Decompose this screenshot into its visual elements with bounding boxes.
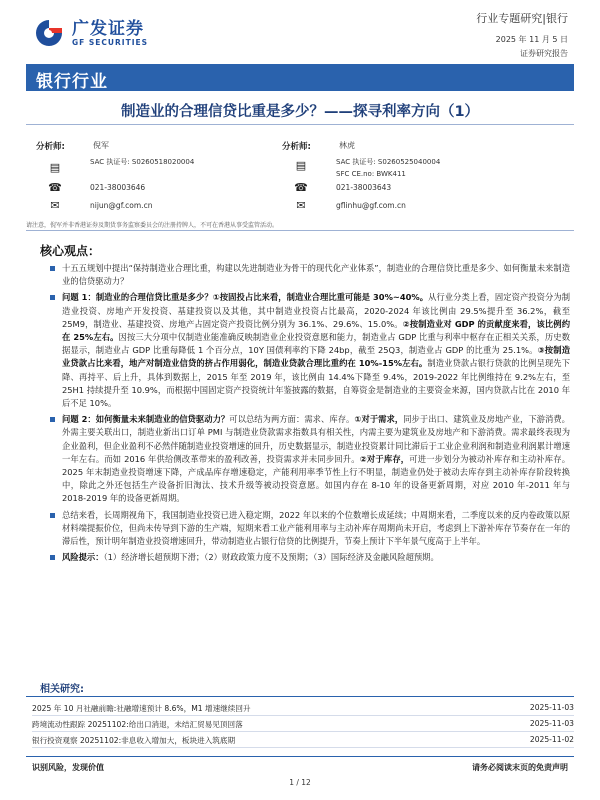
paragraph-risk	[50, 551, 570, 564]
bullet-icon	[50, 513, 55, 518]
footer-slogan: 识别风险，发现价值	[32, 763, 104, 772]
analyst-email[interactable]: nijun@gf.com.cn	[90, 201, 153, 210]
divider	[26, 124, 574, 125]
core-views-heading: 核心观点：	[40, 244, 101, 258]
report-date: 2025 年 11 月 5 日	[495, 35, 568, 44]
email-icon: ✉	[50, 199, 60, 212]
paragraph-text: 制造业贷款占银行贷款的比例呈现先下降、再持平、后上升，具体到数据上，2015 年至 2019 年，该比例由 14.4%下降至 9.4%，2019-2022 年比例维持在 9.2%左右，至 25H1 持续提升至 10.9%，而根据中国固定资产投资统计年鉴披露的数据，自筹资金是制造业的主要资金来源，国内贷款占比在 2010 年后不足 10%。	[62, 358, 570, 409]
footer-disclaimer-note: 请务必阅读末页的免责声明	[472, 763, 568, 772]
analyst-sac: SAC 执证号: S0260525040004	[336, 158, 441, 166]
related-date: 2025-11-03	[529, 703, 574, 712]
brand-logo	[32, 18, 148, 48]
paragraph-text: 十五五规划中提出“保持制造业合理比重，构建以先进制造业为骨干的现代化产业体系”，制造业的合理信贷比重是多少、如何衡量未来制造业的信贷驱动力？	[62, 263, 570, 287]
divider	[26, 756, 574, 757]
email-icon: ✉	[296, 199, 306, 212]
paragraph-summary	[50, 509, 570, 549]
divider	[26, 696, 574, 697]
bullet-icon	[50, 555, 55, 560]
point-heading: ②对于库存，	[359, 453, 410, 464]
paragraph-question-2	[50, 413, 570, 505]
report-title: 制造业的合理信贷比重是多少？——探寻利率方向（1）	[120, 104, 480, 120]
analyst-label: 分析师:	[36, 142, 65, 152]
analyst-name: 林虎	[339, 141, 355, 150]
bullet-icon	[50, 266, 55, 271]
page-number: 1 / 12	[289, 778, 311, 787]
related-research-heading: 相关研究:	[40, 684, 84, 695]
report-kind: 证券研究报告	[520, 49, 568, 58]
related-title[interactable]: 2025 年 10 月社融前瞻:社融增速预计 8.6%，M1 增速继续回升	[32, 704, 251, 713]
paragraph-text: 同步于出口、建筑业及房地产业，下游消费。外需主要关联出口，制造业新出口订单 PMI 与制造业贷款需求指数具有相关性，内需主要为建筑业及房地产和下游消费。需求最终表现为企业盈利，但企业盈利不必然伴随制造业投资增速的回升，历史数据显示，制造业投资累计同比滞后于工业企业利润和制造业利润累计增速一年左右。而如 2016 年供给侧改革带来的盈利改善，投资需求并未同步回升。	[62, 414, 570, 464]
list-item[interactable]	[32, 732, 574, 748]
certificate-icon: ▤	[295, 159, 307, 172]
analyst-sfc: SFC CE.no: BWK411	[336, 170, 406, 178]
paragraph-text: 从行业分类上看，固定资产投资分为制造业投资、房地产开发投资、基建投资以及其他，其中制造业投资占比最高，2020-2024 年该比例由 29.5%提升至 36.2%，截至 25M9，制造业、基建投资、房地产占固定资产投资比例分别为 36.1%、29.6%、15.0%。	[62, 292, 570, 329]
phone-icon: ☎	[294, 181, 308, 194]
analyst-card	[26, 140, 286, 214]
related-title[interactable]: 跨境流动性跟踪 20251102:给出口消退，未结汇贸易见顶回落	[32, 720, 243, 729]
paragraph-text: 可以总结为两方面：需求、库存。	[229, 414, 355, 425]
analyst-sac: SAC 执证号: S0260518020004	[90, 158, 195, 166]
point-heading: ③按制造业贷款占比来看，地产对制造业信贷的挤占作用弱化，制造业贷款合理比重约在 10%-15%左右。	[62, 345, 570, 369]
list-item[interactable]	[32, 700, 574, 716]
point-heading: ①按固投占比来看，制造业合理比重可能是 30%~40%。	[212, 292, 429, 303]
question-heading: 问题 2：如何衡量未来制造业的信贷驱动力？	[62, 414, 230, 425]
risk-heading: 风险提示：	[62, 552, 104, 563]
analyst-phone: 021-38003643	[336, 183, 392, 192]
point-heading: ①对于需求，	[354, 414, 404, 425]
paragraph-text: 因按三大分项中仅制造业能准确反映制造业企业投资意愿和能力，制造业占 GDP 比重与利率中枢存在正相关关系，历史数据显示，制造业占 GDP 比重每降低 1 个百分点，10Y 国债利率约下降 24bp，截至 25Q3，制造业占 GDP 的比重为 25.1%。	[62, 332, 570, 356]
paragraph-intro	[50, 262, 570, 288]
paragraph-text: 总结来看，长周期视角下，我国制造业投资已进入稳定期，2022 年以来的个位数增长成延续；中周期来看，二季度以来的反内卷政策以原材料端提振价位，但尚未传导到下游的生产端，短期来看工业产能利用率与主动补库存周期尚未开启，考虑到上下游补库存节奏存在一年的滞后性，预计明年制造业投资增速回升，带动制造业占银行信贷的比例提升，节奏上预计下半年景气度高于上半年。	[62, 509, 570, 547]
list-item[interactable]	[32, 716, 574, 732]
core-views-body	[50, 262, 570, 567]
brand-name-cn: 广发证券	[72, 18, 144, 39]
divider	[26, 230, 574, 231]
industry-banner	[26, 64, 574, 91]
certificate-icon: ▤	[49, 161, 61, 174]
gf-logo-icon	[32, 18, 66, 48]
analyst-name: 倪军	[93, 141, 109, 150]
bullet-icon	[50, 417, 55, 422]
paragraph-text: （1）经济增长超预期下滑；（2）财政政策力度不及预期；（3）国际经济及金融风险超预期。	[103, 552, 439, 563]
analyst-card	[272, 140, 532, 214]
industry-title: 银行行业	[36, 72, 108, 92]
phone-icon: ☎	[48, 181, 62, 194]
related-date: 2025-11-02	[529, 735, 574, 744]
point-heading: ②按制造业对 GDP 的贡献度来看，该比例约在 25%左右。	[62, 318, 570, 343]
analyst-email[interactable]: gflinhu@gf.com.cn	[336, 201, 406, 210]
paragraph-question-1	[50, 291, 570, 410]
related-research-list	[32, 700, 574, 748]
related-date: 2025-11-03	[529, 719, 574, 728]
analyst-label: 分析师:	[282, 142, 311, 152]
brand-name-en: GF SECURITIES	[72, 37, 149, 47]
report-type: 行业专题研究|银行	[476, 12, 568, 25]
question-heading: 问题 1：制造业的合理信贷比重是多少？	[62, 292, 213, 303]
disclaimer: 请注意，倪军并非香港证券及期货事务监察委员会的注册持牌人，不可在香港从事受监管活动。	[26, 222, 279, 229]
bullet-icon	[50, 295, 55, 300]
related-title[interactable]: 银行投资观察 20251102:非息收入增加大，板块进入筑底期	[32, 736, 236, 745]
analyst-phone: 021-38003646	[90, 183, 146, 192]
paragraph-text: 可进一步划分为被动补库存和主动补库存。2025 年末制造业投资增速下降，产成品库存增速稳定，产能利用率季节性上行不明显，制造业仍处于被动去库存到主动补库存阶段转换中，除此之外还包括生产设备折旧淘汰、技术升级等被动投资意愿。如国内存在 8-10 年的设备更新周期，对应 2010 年-2011 年与 2018-2019 年的设备更新周期。	[62, 453, 570, 504]
page-header	[0, 0, 600, 62]
